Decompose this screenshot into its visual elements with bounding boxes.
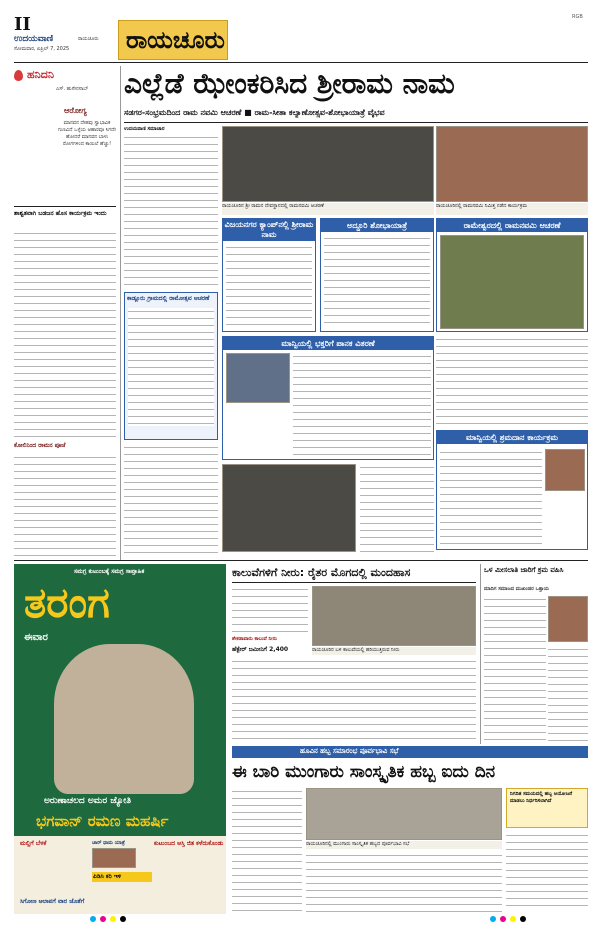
reg-dot-c	[90, 916, 96, 922]
water-body-2	[232, 658, 476, 742]
bottom-body-3	[506, 832, 588, 912]
taranga-day: ಈವಾರ	[24, 632, 48, 643]
side-body	[484, 596, 546, 742]
side-headline: ಒಳ ಮೀಸಲಾತಿ ಜಾರಿಗೆ ಕ್ರಮ ವಹಿಸಿ	[484, 566, 564, 574]
masthead-rule	[14, 62, 588, 63]
drop-icon	[14, 70, 23, 81]
taranga-item2: ಚಾರ್ ಧಾಮ ಯಾತ್ರೆ	[92, 840, 125, 846]
lead-photo-1	[222, 126, 434, 202]
lead-headline: ಎಲ್ಲೆಡೆ ಝೇಂಕರಿಸಿದ ಶ್ರೀರಾಮ ನಾಮ	[124, 67, 455, 100]
lead-dateline: ಉದಯವಾಣಿ ಸಮಾಚಾರ	[124, 126, 165, 132]
box-shobhayatre	[320, 218, 434, 332]
lead-rule	[124, 122, 588, 123]
box-vijayanagar-body	[226, 244, 312, 328]
box-panaka	[222, 336, 434, 460]
taranga-item3: ಕುಟುಂಬದ ಆಸ್ತಿ ಜಿತ ಕಳೆದುಕೊಂಡು	[154, 840, 224, 847]
box-kadlur	[124, 292, 218, 440]
bottom-photo-caption: ರಾಯಚೂರಿನಲ್ಲಿ ಮುಂಗಾರು ಸಾಂಸ್ಕೃತಿಕ ಹಬ್ಬದ ಪೂರ್ವಭಾವಿ ಸಭೆ	[306, 841, 502, 849]
taranga-cover-portrait	[54, 644, 194, 794]
bottom-quote: ನಿಗದಿತ ಸಮಯದಲ್ಲಿ ಹಬ್ಬ ಆಯೋಜನೆ ಮಾಡಲು ನಿರ್ಧರಿಸಲಾಗಿದೆ	[510, 791, 573, 804]
honey-dani-brand: ಹನಿದನಿ	[27, 68, 54, 81]
box-panaka-head: ಮಾನ್ವಿಯಲ್ಲಿ ಭಕ್ತರಿಗೆ ಪಾನಕ ವಿತರಣೆ	[223, 337, 433, 350]
color-code: RGB	[572, 14, 583, 20]
lead-subhead: ಸಡಗರ-ಸಂಭ್ರಮದಿಂದ ರಾಮ ನವಮಿ ಆಚರಣೆ ■ ರಾಮ-ಸೀತಾ ಕಲ್ಯಾಣೋತ್ಸವ-ಶೋಭಾಯಾತ್ರೆ ವೈಭವ	[124, 108, 385, 117]
date-line: ಸೋಮವಾರ, ಏಪ್ರಿಲ್ 7, 2025	[14, 46, 70, 52]
water-stat-2: ಹೆಕ್ಟೇರ್ ಜಮೀನಿಗೆ 2,400	[232, 646, 289, 653]
bottom-kicker: ಹೂವಿನ ಹಬ್ಬ ಸಮಾರಂಭ ಪೂರ್ವಭಾವಿ ಸಭೆ	[300, 747, 399, 755]
box-rameshwara-photo	[440, 235, 584, 329]
reg-dot-m	[100, 916, 106, 922]
left-story-body	[14, 230, 116, 440]
reg-dot-k	[120, 916, 126, 922]
poem-text: ಮಾನವನ ದೇಹವು ಸ್ವಾಭಾವಿಕ ಗುಣವಿದೆ ಒಳ್ಳೆಯ ಆಹಾರವೂ ಸಿಗದೇ ಹೋದರೆ ಮಾನವನ ಬಾಳು ರೋಗಗಳಿಂದ ಕಾಯಿಲೆ ಹೆಚ್ಚು!	[58, 120, 116, 147]
bottom-headline: ಈ ಬಾರಿ ಮುಂಗಾರು ಸಾಂಸ್ಕೃತಿಕ ಹಬ್ಬ ಐದು ದಿನ	[232, 762, 496, 782]
reg-dot-y	[110, 916, 116, 922]
left-subhead: ಕೋಲಿನಿಂದ ರಾಮನ ಪೂಜೆ	[14, 442, 66, 449]
side-portrait	[548, 596, 588, 642]
side-divider	[480, 564, 481, 744]
reg-dot-y2	[510, 916, 516, 922]
box-shramadana	[436, 430, 588, 550]
section-title: ರಾಯಚೂರು	[126, 26, 225, 54]
box-vijayanagar	[222, 218, 316, 332]
box-vijayanagar-head: ವಿಜಯನಗರ ಕ್ಯಾಂಪ್‌ನಲ್ಲಿ ಶ್ರೀರಾಮ ನಾಮ	[224, 220, 314, 239]
mid-rule	[14, 560, 588, 561]
box-shobhayatre-body	[324, 235, 430, 329]
left-story-headline: ಶಾಶ್ವತವಾಗಿ ಬಡಜನ ಹೊಸ ಕಾರ್ಯಕ್ರಮ ಇಂದು	[14, 210, 107, 217]
masthead	[0, 0, 600, 64]
rameshwara-body	[436, 336, 588, 426]
page-number: II	[14, 14, 31, 35]
bottom-kicker-band	[232, 746, 588, 758]
box-shramadana-photo	[545, 449, 585, 491]
paper-name: ಉದಯವಾಣಿ	[14, 34, 54, 44]
bottom-body-1	[232, 788, 302, 912]
taranga-tagline: ಸಮಗ್ರ ಕುಟುಂಬಕ್ಕೆ ಸಮಗ್ರ ಸಾಪ್ತಾಹಿಕ	[74, 568, 145, 575]
taranga-feature-line1: ಅರುಣಾಚಲದ ಅಮರ ಜ್ಯೋತಿ	[44, 796, 131, 806]
bottom-photo	[306, 788, 502, 840]
honey-dani-byline: ಎಸ್. ಹುಸೇನಸಾಬ್	[56, 86, 89, 92]
box-shramadana-body	[440, 449, 542, 545]
side-sub: ಮಾದಿಗ ಸಮಾಜದ ಮುಖಂಡರ ಒತ್ತಾಯ	[484, 586, 550, 592]
taranga-footer: ಸಿಗೋಣ ಆಲಾಪಗೆ ವಾರ ಜೊತೆಗೆ	[20, 898, 85, 905]
lead-crowd-photo	[222, 464, 356, 552]
box-kadlur-head: ಕಾಡ್ಲೂರು ಗ್ರಾಮದಲ್ಲಿ ರಾಮೋತ್ಸವ ಆಚರಣೆ	[127, 295, 210, 302]
side-body-2	[548, 646, 588, 742]
water-photo	[312, 586, 476, 646]
box-shramadana-head: ಮಾನ್ವಿಯಲ್ಲಿ ಶ್ರಮದಾನ ಕಾರ್ಯಕ್ರಮ	[437, 431, 587, 444]
left-rule-1	[14, 206, 116, 207]
registration-marks	[90, 916, 540, 924]
lead-photo-2	[436, 126, 588, 202]
taranga-title: ತರಂಗ	[24, 578, 110, 627]
box-rameshwara	[436, 218, 588, 332]
box-rameshwara-head: ರಾಮೇಶ್ವರದಲ್ಲಿ ರಾಮನವಮಿ ಆಚರಣೆ	[437, 219, 587, 232]
reg-dot-k2	[520, 916, 526, 922]
lead-body-lower	[124, 444, 218, 556]
box-kadlur-body	[128, 308, 214, 426]
water-body-1	[232, 586, 308, 634]
taranga-item4: ಪಿಡಿಸಿ ಕರಿ ಇಳಿ	[92, 872, 152, 882]
water-stat-1: ಶೇಕಡಾವಾರು ಕಾಲುವೆ ನೀರು	[232, 636, 277, 642]
edition-tag: ರಾಯಚೂರು	[78, 36, 99, 42]
box-panaka-photo	[226, 353, 290, 403]
left-story-body-2	[14, 454, 116, 556]
water-caption: ರಾಯಚೂರಿನ ಬಳಿ ಕಾಲುವೆಯಲ್ಲಿ ಹರಿಯುತ್ತಿರುವ ನೀರು	[312, 647, 476, 655]
taranga-ad	[14, 564, 226, 914]
lead-photo-1-caption: ರಾಯಚೂರಿನ ಶ್ರೀ ರಾಮನ ದೇವಸ್ಥಾನದಲ್ಲಿ ರಾಮನವಮಿ ಆಚರಣೆ	[222, 203, 434, 215]
taranga-item1: ಮಲ್ಲಿಗೆ ಬೆಳಕೆ	[20, 840, 47, 847]
bottom-body-2	[306, 852, 502, 912]
box-shobhayatre-head: ಅದ್ದೂರಿ ಶೋಭಾಯಾತ್ರೆ	[321, 219, 433, 232]
reg-dot-c2	[490, 916, 496, 922]
lead-photo-2-caption: ರಾಯಚೂರಿನಲ್ಲಿ ರಾಮನವಮಿ ನಿಮಿತ್ತ ನಡೆದ ಕಾರ್ಯಕ್ರಮ	[436, 203, 588, 215]
water-rule	[232, 582, 476, 583]
taranga-feature-line2: ಭಗವಾನ್ ರಮಣ ಮಹರ್ಷಿ	[36, 812, 169, 830]
box-panaka-body	[293, 353, 431, 457]
reg-dot-m2	[500, 916, 506, 922]
honey-dani-logo	[14, 68, 116, 84]
taranga-item2-photo	[92, 848, 136, 868]
lead-crowd-side	[360, 464, 434, 552]
water-headline: ಕಾಲುವೆಗಳಿಗೆ ನೀರು: ರೈತರ ಮೊಗದಲ್ಲಿ ಮಂದಹಾಸ	[232, 566, 411, 579]
poem-title: ಆರೋಗ್ಯ	[64, 106, 87, 115]
left-col-divider	[120, 66, 121, 560]
lead-body	[124, 134, 218, 288]
